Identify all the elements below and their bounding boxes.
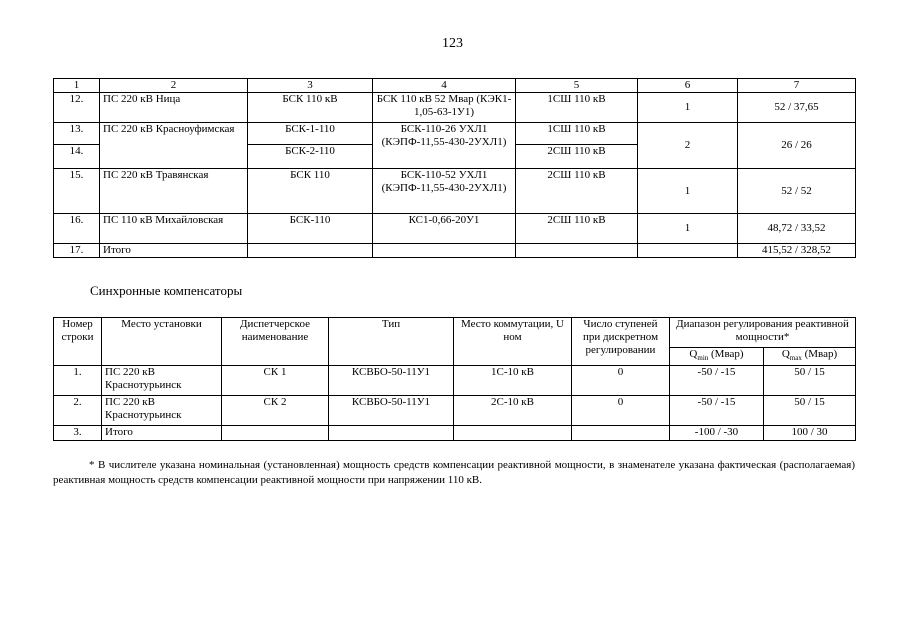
- qmax-unit: (Мвар): [801, 348, 838, 360]
- qmax-symbol: Q: [781, 348, 790, 360]
- header-cell: 7: [738, 79, 856, 93]
- qmin-unit: (Мвар): [708, 348, 744, 360]
- empty-cell: [638, 244, 738, 258]
- table-header-row: [54, 318, 856, 348]
- empty-cell: [454, 426, 572, 441]
- dispatch-name: БСК 110: [248, 169, 373, 214]
- switching-place: 1С-10 кВ: [454, 366, 572, 396]
- empty-cell: [329, 426, 454, 441]
- steps-count: 0: [572, 396, 670, 426]
- table-row: [54, 396, 856, 426]
- header-cell: 6: [638, 79, 738, 93]
- empty-cell: [222, 426, 329, 441]
- switching-place: 2СШ 110 кВ: [516, 169, 638, 214]
- table-row: [54, 93, 856, 123]
- table-row: [54, 169, 856, 214]
- table-row: [54, 123, 856, 145]
- installation-place: ПС 220 кВ Краснотурьинск: [102, 396, 222, 426]
- table-header-row: [54, 79, 856, 93]
- equipment-type: БСК-110-52 УХЛ1 (КЭПФ-11,55-430-2УХЛ1): [373, 169, 516, 214]
- dispatch-name: БСК-1-110: [248, 123, 373, 145]
- table-row-total: [54, 244, 856, 258]
- installation-place: ПС 220 кВ Красноуфимская: [100, 123, 248, 169]
- section-title: Синхронные компенсаторы: [90, 283, 243, 298]
- empty-cell: [373, 244, 516, 258]
- dispatch-name: СК 2: [222, 396, 329, 426]
- row-number: 13.: [54, 123, 100, 145]
- header-switching: Место коммутации, U ном: [454, 318, 572, 366]
- power-value: 52 / 52: [738, 169, 856, 214]
- row-number: 12.: [54, 93, 100, 123]
- header-cell: 2: [100, 79, 248, 93]
- switching-place: 1СШ 110 кВ: [516, 123, 638, 145]
- installation-place: Итого: [102, 426, 222, 441]
- header-dispatch-name: Диспетчерское наименование: [222, 318, 329, 366]
- header-steps: Число ступеней при дискретном регулировании: [572, 318, 670, 366]
- steps-count: 1: [638, 93, 738, 123]
- row-number: 1.: [54, 366, 102, 396]
- table-row: [54, 214, 856, 244]
- header-type: Тип: [329, 318, 454, 366]
- qmin-symbol: Q: [689, 348, 698, 360]
- dispatch-name: БСК-110: [248, 214, 373, 244]
- installation-place: ПС 220 кВ Краснотурьинск: [102, 366, 222, 396]
- page-number: 123: [442, 36, 463, 51]
- row-number: 17.: [54, 244, 100, 258]
- header-place: Место установки: [102, 318, 222, 366]
- qmax-value: 50 / 15: [764, 396, 856, 426]
- table-row-total: [54, 426, 856, 441]
- row-number: 16.: [54, 214, 100, 244]
- header-row-number: Номер строки: [54, 318, 102, 366]
- header-cell: 4: [373, 79, 516, 93]
- steps-count: 0: [572, 366, 670, 396]
- header-qmax: [764, 348, 856, 366]
- empty-cell: [572, 426, 670, 441]
- empty-cell: [516, 244, 638, 258]
- equipment-type: КС1-0,66-20У1: [373, 214, 516, 244]
- compensators-table: [53, 78, 856, 258]
- steps-count: 1: [638, 214, 738, 244]
- equipment-type: БСК 110 кВ 52 Мвар (КЭК1-1,05-63-1У1): [373, 93, 516, 123]
- qmin-value: -100 / -30: [670, 426, 764, 441]
- row-number: 2.: [54, 396, 102, 426]
- header-range: Диапазон регулирования реактивной мощности*: [670, 318, 856, 348]
- installation-place: ПС 220 кВ Травянская: [100, 169, 248, 214]
- qmax-subscript: max: [789, 354, 802, 363]
- qmax-value: 100 / 30: [764, 426, 856, 441]
- synchronous-compensators-table: [53, 317, 856, 441]
- empty-cell: [248, 244, 373, 258]
- installation-place: ПС 220 кВ Ница: [100, 93, 248, 123]
- table-row: [54, 366, 856, 396]
- qmin-value: -50 / -15: [670, 396, 764, 426]
- installation-place: ПС 110 кВ Михайловская: [100, 214, 248, 244]
- switching-place: 1СШ 110 кВ: [516, 93, 638, 123]
- qmin-subscript: min: [697, 354, 709, 363]
- qmin-value: -50 / -15: [670, 366, 764, 396]
- steps-count: 1: [638, 169, 738, 214]
- power-value: 52 / 37,65: [738, 93, 856, 123]
- header-qmin: [670, 348, 764, 366]
- power-value: 415,52 / 328,52: [738, 244, 856, 258]
- switching-place: 2СШ 110 кВ: [516, 145, 638, 169]
- footnote: * В числителе указана номинальная (установленная) мощность средств компенсации реактивной мощности, в знаменателе указана фактическая (располагаемая) реактивная мощность средств компенсации реактивной мощности при напряжении 110 кВ.: [53, 459, 855, 486]
- installation-place: Итого: [100, 244, 248, 258]
- equipment-type: КСВБО-50-11У1: [329, 396, 454, 426]
- header-cell: 5: [516, 79, 638, 93]
- header-cell: 3: [248, 79, 373, 93]
- switching-place: 2СШ 110 кВ: [516, 214, 638, 244]
- switching-place: 2С-10 кВ: [454, 396, 572, 426]
- power-value: 26 / 26: [738, 123, 856, 169]
- dispatch-name: БСК 110 кВ: [248, 93, 373, 123]
- row-number: 14.: [54, 145, 100, 169]
- equipment-type: БСК-110-26 УХЛ1 (КЭПФ-11,55-430-2УХЛ1): [373, 123, 516, 169]
- equipment-type: КСВБО-50-11У1: [329, 366, 454, 396]
- row-number: 15.: [54, 169, 100, 214]
- steps-count: 2: [638, 123, 738, 169]
- dispatch-name: БСК-2-110: [248, 145, 373, 169]
- row-number: 3.: [54, 426, 102, 441]
- qmax-value: 50 / 15: [764, 366, 856, 396]
- power-value: 48,72 / 33,52: [738, 214, 856, 244]
- dispatch-name: СК 1: [222, 366, 329, 396]
- header-cell: 1: [54, 79, 100, 93]
